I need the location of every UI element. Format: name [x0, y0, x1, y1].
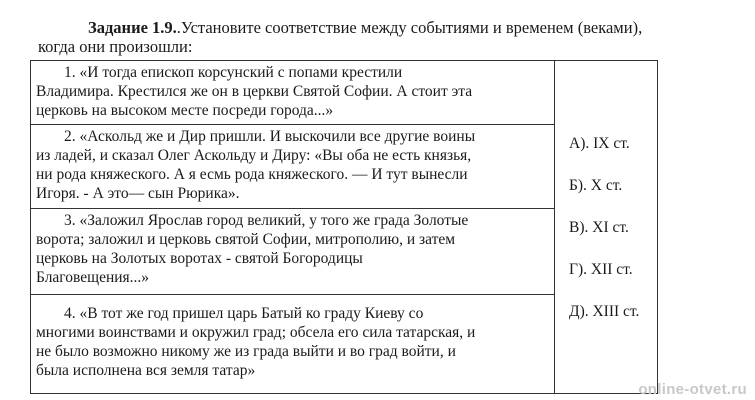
task-instruction: .Установите соответствие между событиями и временем (веками), — [176, 18, 643, 37]
option-d: Д). XIII ст. — [569, 303, 640, 320]
event-line: была исполнена вся земля татар» — [36, 362, 256, 379]
event-line — [36, 304, 548, 323]
event-line: не было возможно никому же из града выйти и во град войти, и — [36, 343, 456, 360]
event-text: «Аскольд же и Дир пришли. И выскочили все другие воины — [79, 128, 476, 145]
event-line: ворота; заложил и церковь святой Софии, митрополию, и затем — [36, 231, 456, 248]
task-instruction-continuation: когда они произошли: — [38, 37, 193, 56]
task-label: Задание 1.9. — [88, 18, 177, 37]
event-line: Игоря. - А это— сын Рюрика». — [36, 185, 240, 202]
century-options-column — [563, 61, 657, 393]
event-line: церковь на Золотых воротах - святой Богородицы — [36, 250, 363, 267]
event-text: «И тогда епископ корсунский с попами крестили — [79, 64, 403, 81]
event-row-2 — [31, 125, 554, 209]
event-line: церковь на высоком месте посреди города...» — [36, 102, 334, 119]
option-a: А). IX ст. — [569, 135, 630, 152]
event-row-1 — [31, 61, 554, 125]
task-header — [38, 18, 718, 56]
event-number: 4. — [64, 305, 76, 322]
watermark: online-otvet.ru — [638, 381, 747, 398]
event-number: 1. — [64, 64, 76, 81]
event-line — [36, 63, 548, 82]
event-line: Владимира. Крестился же он в церкви Святой Софии. А стоит эта — [36, 83, 473, 100]
event-text: «В тот же год пришел царь Батый ко граду Киеву со — [79, 305, 424, 322]
events-column — [31, 61, 555, 393]
event-number: 3. — [64, 212, 76, 229]
event-line: ни рода княжеского. А я есмь рода княжеского. — И тут вынесли — [36, 166, 468, 183]
event-line: многими воинствами и окружил град; обсела его сила татарская, и — [36, 324, 476, 341]
task-title-line — [38, 18, 718, 37]
event-line: из ладей, и сказал Олег Аскольду и Диру: «Вы оба не есть князья, — [36, 147, 472, 164]
option-g: Г). XII ст. — [569, 261, 633, 278]
matching-table — [30, 60, 658, 394]
event-row-4 — [31, 295, 554, 393]
option-b: Б). X ст. — [569, 177, 623, 194]
event-line: Благовещения...» — [36, 269, 150, 286]
event-row-3 — [31, 209, 554, 295]
event-number: 2. — [64, 128, 76, 145]
event-text: «Заложил Ярослав город великий, у того же града Золотые — [79, 212, 469, 229]
event-line — [36, 211, 548, 230]
option-v: В). XI ст. — [569, 219, 629, 236]
event-line — [36, 127, 548, 146]
